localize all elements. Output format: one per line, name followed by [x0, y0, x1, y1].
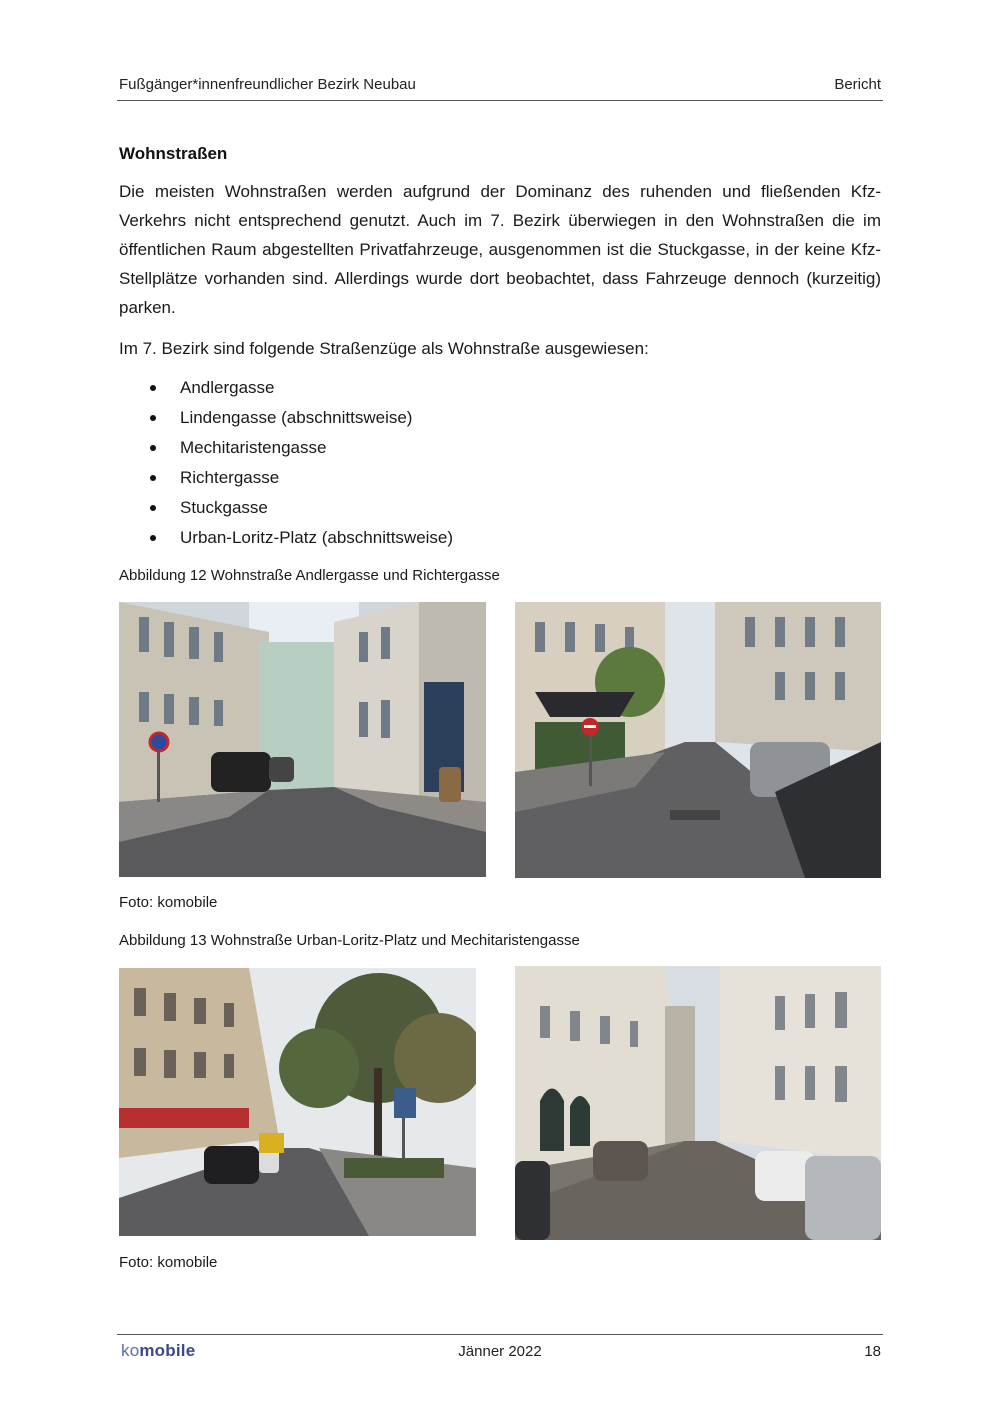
list-item-text: Urban-Loritz-Platz (abschnittsweise) — [180, 528, 454, 547]
list-item-text: Lindengasse (abschnittsweise) — [180, 408, 413, 427]
bullet-icon — [150, 385, 156, 391]
logo-prefix: ko — [121, 1341, 140, 1360]
bullet-icon — [150, 535, 156, 541]
body-paragraph-1: Die meisten Wohnstraßen werden aufgrund der Dominanz des ruhenden und fließenden Kfz-Verkehrs nicht entsprechend genutzt. Auch im 7. Bezirk überwiegen in den Wohnstraßen die im öffentlichen Raum abgestellten Privatfahrzeuge, ausgenommen ist die Stuckgasse, in der keine Kfz-Stellplätze vorhanden sind. Allerdings wurde dort beobachtet, dass Fahrzeuge dennoch (kurzeitig) parken. — [119, 182, 881, 317]
figure-13-caption: Abbildung 13 Wohnstraße Urban-Loritz-Platz und Mechitaristengasse — [119, 932, 580, 949]
photo-andlergasse — [119, 602, 486, 877]
list-item — [150, 525, 453, 555]
figure-12-credit: Foto: komobile — [119, 894, 218, 911]
section-heading: Wohnstraßen — [119, 144, 228, 163]
footer-rule — [117, 1334, 883, 1335]
figure-12-caption: Abbildung 12 Wohnstraße Andlergasse und Richtergasse — [119, 567, 500, 584]
bullet-icon — [150, 445, 156, 451]
list-item — [150, 405, 453, 435]
list-item — [150, 375, 453, 405]
street-list — [150, 375, 453, 555]
bullet-icon — [150, 415, 156, 421]
photo-richtergasse — [515, 602, 881, 878]
list-item — [150, 435, 453, 465]
list-item-text: Andlergasse — [180, 378, 275, 397]
logo-suffix: mobile — [139, 1341, 196, 1360]
page-number: 18 — [864, 1343, 881, 1360]
figure-13-credit: Foto: komobile — [119, 1254, 218, 1271]
list-item — [150, 495, 453, 525]
header-rule — [117, 100, 883, 101]
photo-urban-loritz-platz — [119, 968, 476, 1236]
body-paragraph-2: Im 7. Bezirk sind folgende Straßenzüge als Wohnstraße ausgewiesen: — [119, 339, 649, 358]
list-item — [150, 465, 453, 495]
running-header-title: Fußgänger*innenfreundlicher Bezirk Neubau — [119, 76, 416, 93]
bullet-icon — [150, 475, 156, 481]
photo-mechitaristengasse — [515, 966, 881, 1240]
list-item-text: Richtergasse — [180, 468, 280, 487]
footer-date: Jänner 2022 — [458, 1343, 542, 1360]
bullet-icon — [150, 505, 156, 511]
list-item-text: Stuckgasse — [180, 498, 268, 517]
list-item-text: Mechitaristengasse — [180, 438, 327, 457]
running-header-section: Bericht — [834, 76, 881, 93]
